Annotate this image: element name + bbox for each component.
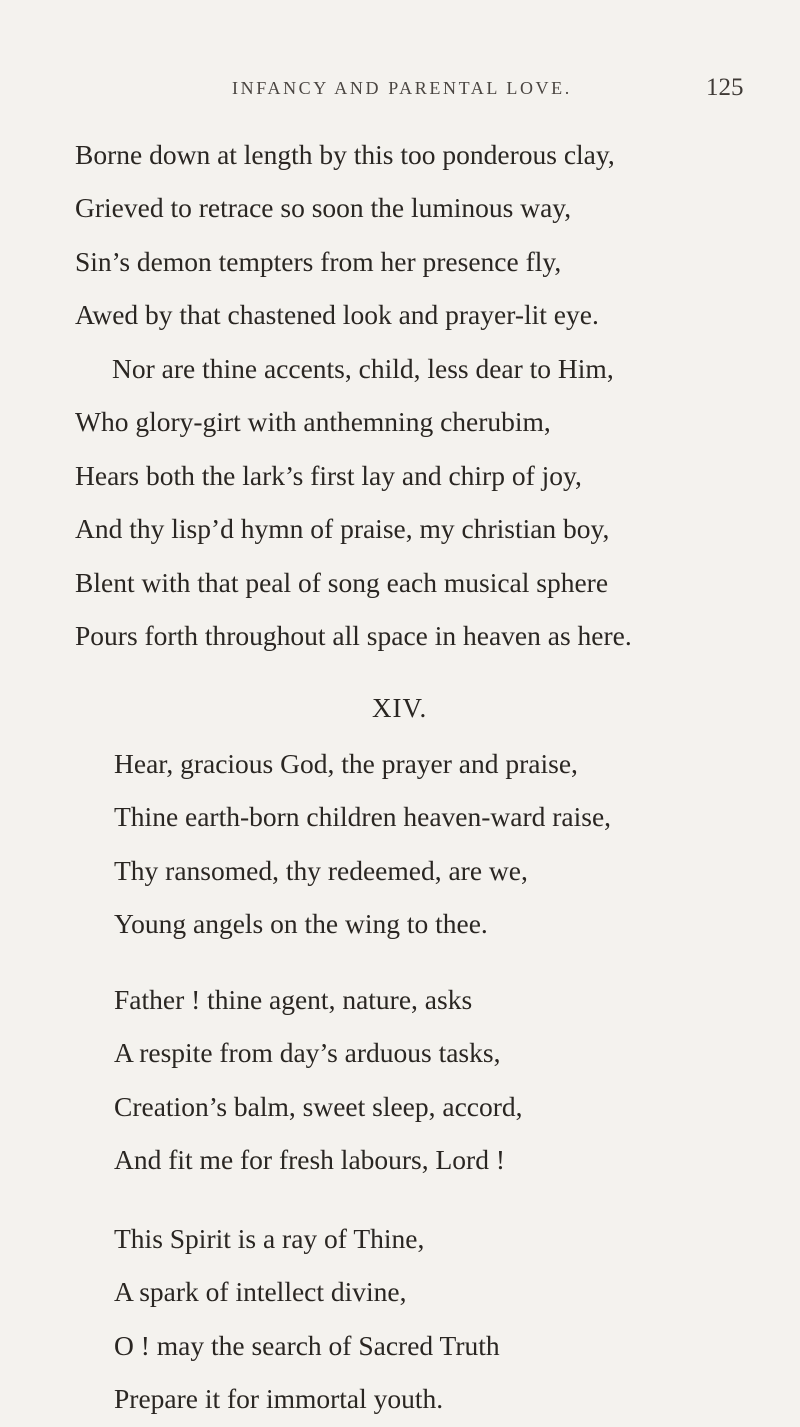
running-title: INFANCY AND PARENTAL LOVE. [232, 78, 572, 98]
poem-line: Who glory-girt with anthemning cherubim, [75, 406, 551, 438]
section-heading: XIV. [372, 693, 428, 724]
hymn-line: O ! may the search of Sacred Truth [114, 1329, 500, 1361]
poem-line: Blent with that peal of song each musical sphere [75, 566, 609, 598]
hymn-line: Young angels on the wing to thee. [114, 908, 488, 940]
hymn-line: Hear, gracious God, the prayer and praise, [114, 747, 578, 779]
poem-line: Hears both the lark’s first lay and chirp of joy, [75, 459, 582, 491]
hymn-line: Father ! thine agent, nature, asks [114, 983, 473, 1015]
hymn-line: And fit me for fresh labours, Lord ! [114, 1144, 506, 1176]
hymn-line: A respite from day’s arduous tasks, [114, 1037, 501, 1069]
hymn-line: Thine earth-born children heaven-ward raise, [114, 801, 612, 833]
hymn-line: Prepare it for immortal youth. [114, 1383, 444, 1414]
hymn-line: A spark of intellect divine, [114, 1276, 407, 1308]
poem-line: Awed by that chastened look and prayer-lit eye. [75, 299, 599, 331]
poem-line: And thy lisp’d hymn of praise, my christian boy, [75, 513, 610, 545]
poem-line: Nor are thine accents, child, less dear to Him, [112, 352, 614, 384]
poem-line: Grieved to retrace so soon the luminous way, [75, 192, 572, 224]
running-head [0, 74, 800, 108]
page-number: 125 [706, 74, 744, 101]
hymn-line: This Spirit is a ray of Thine, [114, 1222, 425, 1254]
hymn-line: Creation’s balm, sweet sleep, accord, [114, 1090, 523, 1122]
poem-line: Borne down at length by this too ponderous clay, [75, 139, 615, 170]
poem-line: Sin’s demon tempters from her presence fly, [75, 245, 562, 277]
hymn-line: Thy ransomed, thy redeemed, are we, [114, 854, 528, 886]
poem-line: Pours forth throughout all space in heaven as here. [75, 620, 632, 652]
